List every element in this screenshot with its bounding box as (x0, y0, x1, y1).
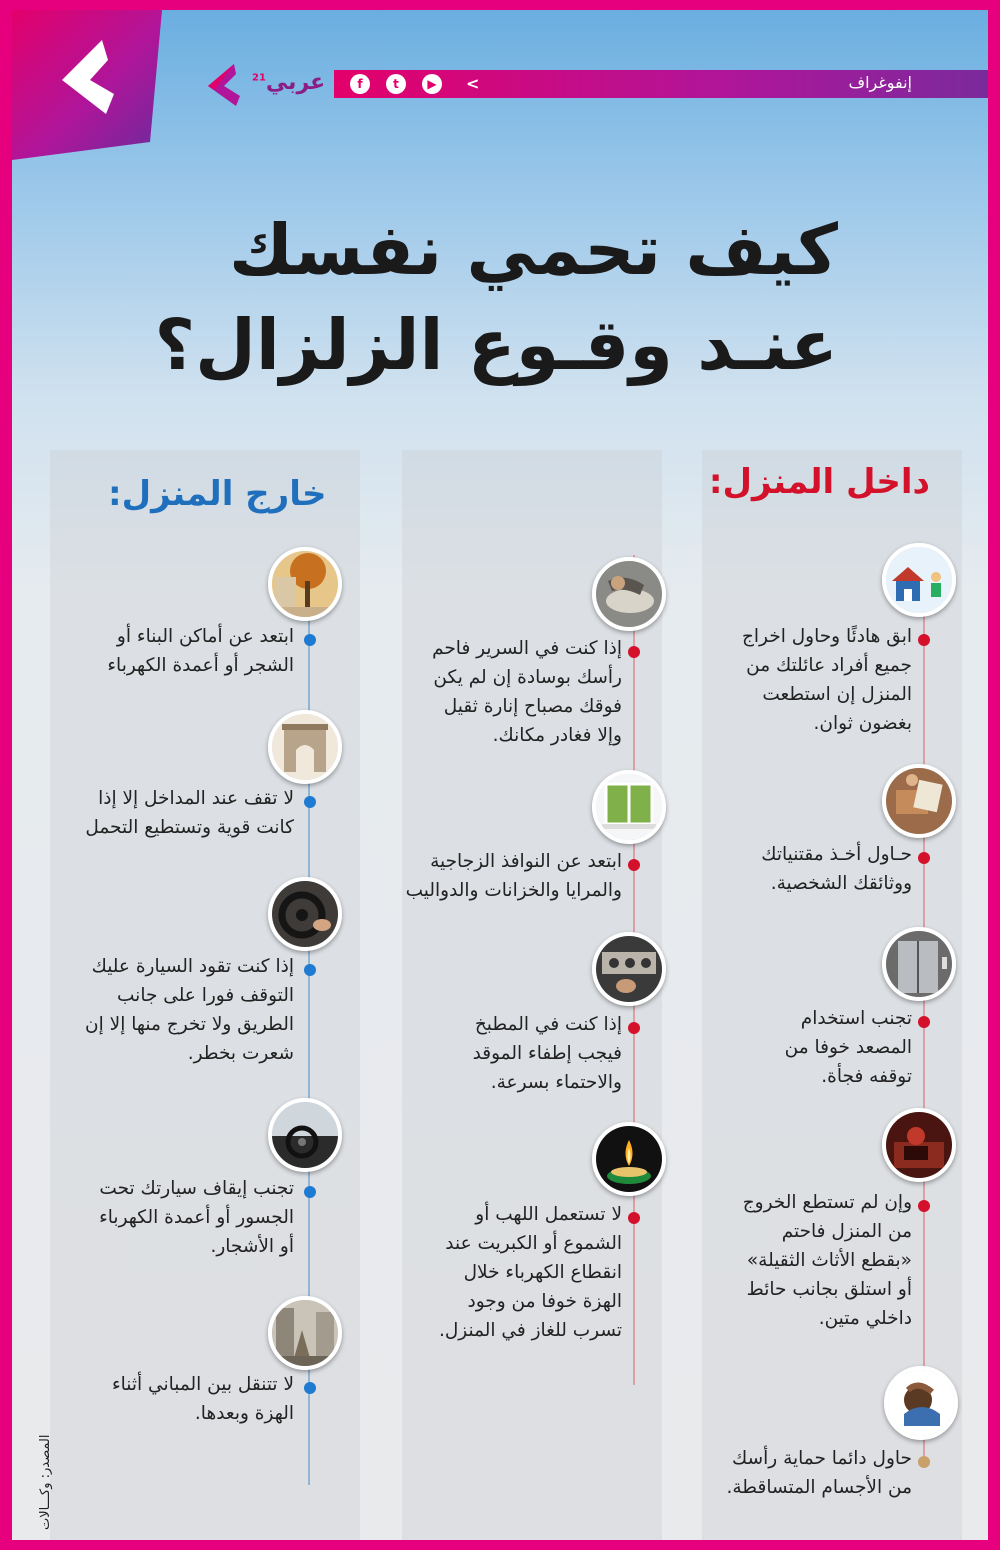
bullet-dot (918, 852, 930, 864)
arabi21-small-logo-icon[interactable] (200, 60, 250, 110)
bullet-dot (304, 964, 316, 976)
window-icon (592, 770, 666, 844)
arch-entrance-icon (268, 710, 342, 784)
outside-item-1-text: ابتعد عن أماكن البناء أو الشجر أو أعمدة الكهرباء (107, 626, 294, 676)
brand-corner-tab (12, 10, 162, 160)
inside-item-2-text: حـاول أخـذ مقتنياتك ووثائقك الشخصية. (761, 844, 912, 894)
chevron-left-icon[interactable]: < (466, 74, 480, 93)
infographic-page (12, 10, 988, 1540)
outside-item-2-text: لا تقف عند المداخل إلا إذا كانت قوية وتستطيع التحمل (85, 788, 294, 838)
candle-flame-icon (592, 1122, 666, 1196)
bullet-dot (628, 1022, 640, 1034)
middle-item-4-text: لا تستعمل اللهب أو الشموع أو الكبريت عند انقطاع الكهرباء خلال الهزة خوفا من وجود تسرب للغاز في المنزل. (438, 1204, 622, 1341)
elevator-icon (882, 927, 956, 1001)
bullet-dot (918, 1456, 930, 1468)
bullet-dot (628, 1212, 640, 1224)
documents-icon (882, 764, 956, 838)
inside-section-title: داخل المنزل: (708, 462, 930, 502)
source-credit: المصدر: وكـــالات (38, 1434, 53, 1530)
head-protection-icon (884, 1366, 958, 1440)
middle-item-2-text: ابتعد عن النوافذ الزجاجية والمرايا والخزانات والدواليب (405, 851, 622, 901)
steering-wheel-icon (268, 877, 342, 951)
stove-icon (592, 932, 666, 1006)
bullet-dot (918, 634, 930, 646)
arabi21-logo-icon (44, 32, 134, 122)
inside-item-4-text: وإن لم تستطع الخروج من المنزل فاحتم «بقطع الأثاث الثقيلة» أو استلق بجانب حائط داخلي متين. (742, 1192, 912, 1329)
buildings-street-icon (268, 1296, 342, 1370)
bullet-dot (304, 1382, 316, 1394)
inside-item-5-text: حاول دائما حماية رأسك من الأجسام المتساقطة. (726, 1448, 912, 1498)
page-title-line2: عنـد وقـوع الزلزال؟ (154, 304, 838, 386)
heavy-furniture-icon (882, 1108, 956, 1182)
category-label: إنفوغراف (848, 73, 912, 92)
bullet-dot (918, 1200, 930, 1212)
outside-item-5-text: لا تتنقل بين المباني أثناء الهزة وبعدها. (111, 1374, 294, 1424)
outside-section-title: خارج المنزل: (108, 474, 327, 514)
outside-item-4-text: تجنب إيقاف سيارتك تحت الجسور أو أعمدة الكهرباء أو الأشجار. (99, 1178, 294, 1257)
bullet-dot (304, 1186, 316, 1198)
facebook-icon[interactable]: f (350, 74, 370, 94)
bullet-dot (918, 1016, 930, 1028)
brand-name[interactable] (252, 70, 325, 95)
youtube-icon[interactable]: ▶ (422, 74, 442, 94)
middle-item-1-text: إذا كنت في السرير فاحم رأسك بوسادة إن لم يكن فوقك مصباح إنارة ثقيل وإلا فغادر مكانك. (432, 638, 622, 746)
bullet-dot (304, 796, 316, 808)
brand-superscript: 21 (252, 72, 266, 84)
twitter-icon[interactable]: t (386, 74, 406, 94)
outside-item-3-text: إذا كنت تقود السيارة عليك التوقف فورا على جانب الطريق ولا تخرج منها إلا إن شعرت بخطر. (85, 956, 294, 1064)
inside-timeline (923, 600, 925, 1460)
bed-pillow-icon (592, 557, 666, 631)
bullet-dot (628, 646, 640, 658)
bullet-dot (304, 634, 316, 646)
tree-building-icon (268, 547, 342, 621)
page-title-line1: كيف تحمي نفسك (229, 209, 838, 291)
bullet-dot (628, 859, 640, 871)
middle-item-3-text: إذا كنت في المطبخ فيجب إطفاء الموقد والاحتماء بسرعة. (472, 1014, 622, 1093)
family-house-icon (882, 543, 956, 617)
brand-text: عربي (265, 70, 326, 95)
top-bar (334, 70, 988, 98)
car-dashboard-icon (268, 1098, 342, 1172)
inside-item-1-text: ابق هادئًا وحاول اخراج جميع أفراد عائلتك من المنزل إن استطعت بغضون ثوان. (741, 626, 912, 734)
inside-item-3-text: تجنب استخدام المصعد خوفا من توقفه فجأة. (784, 1008, 912, 1087)
